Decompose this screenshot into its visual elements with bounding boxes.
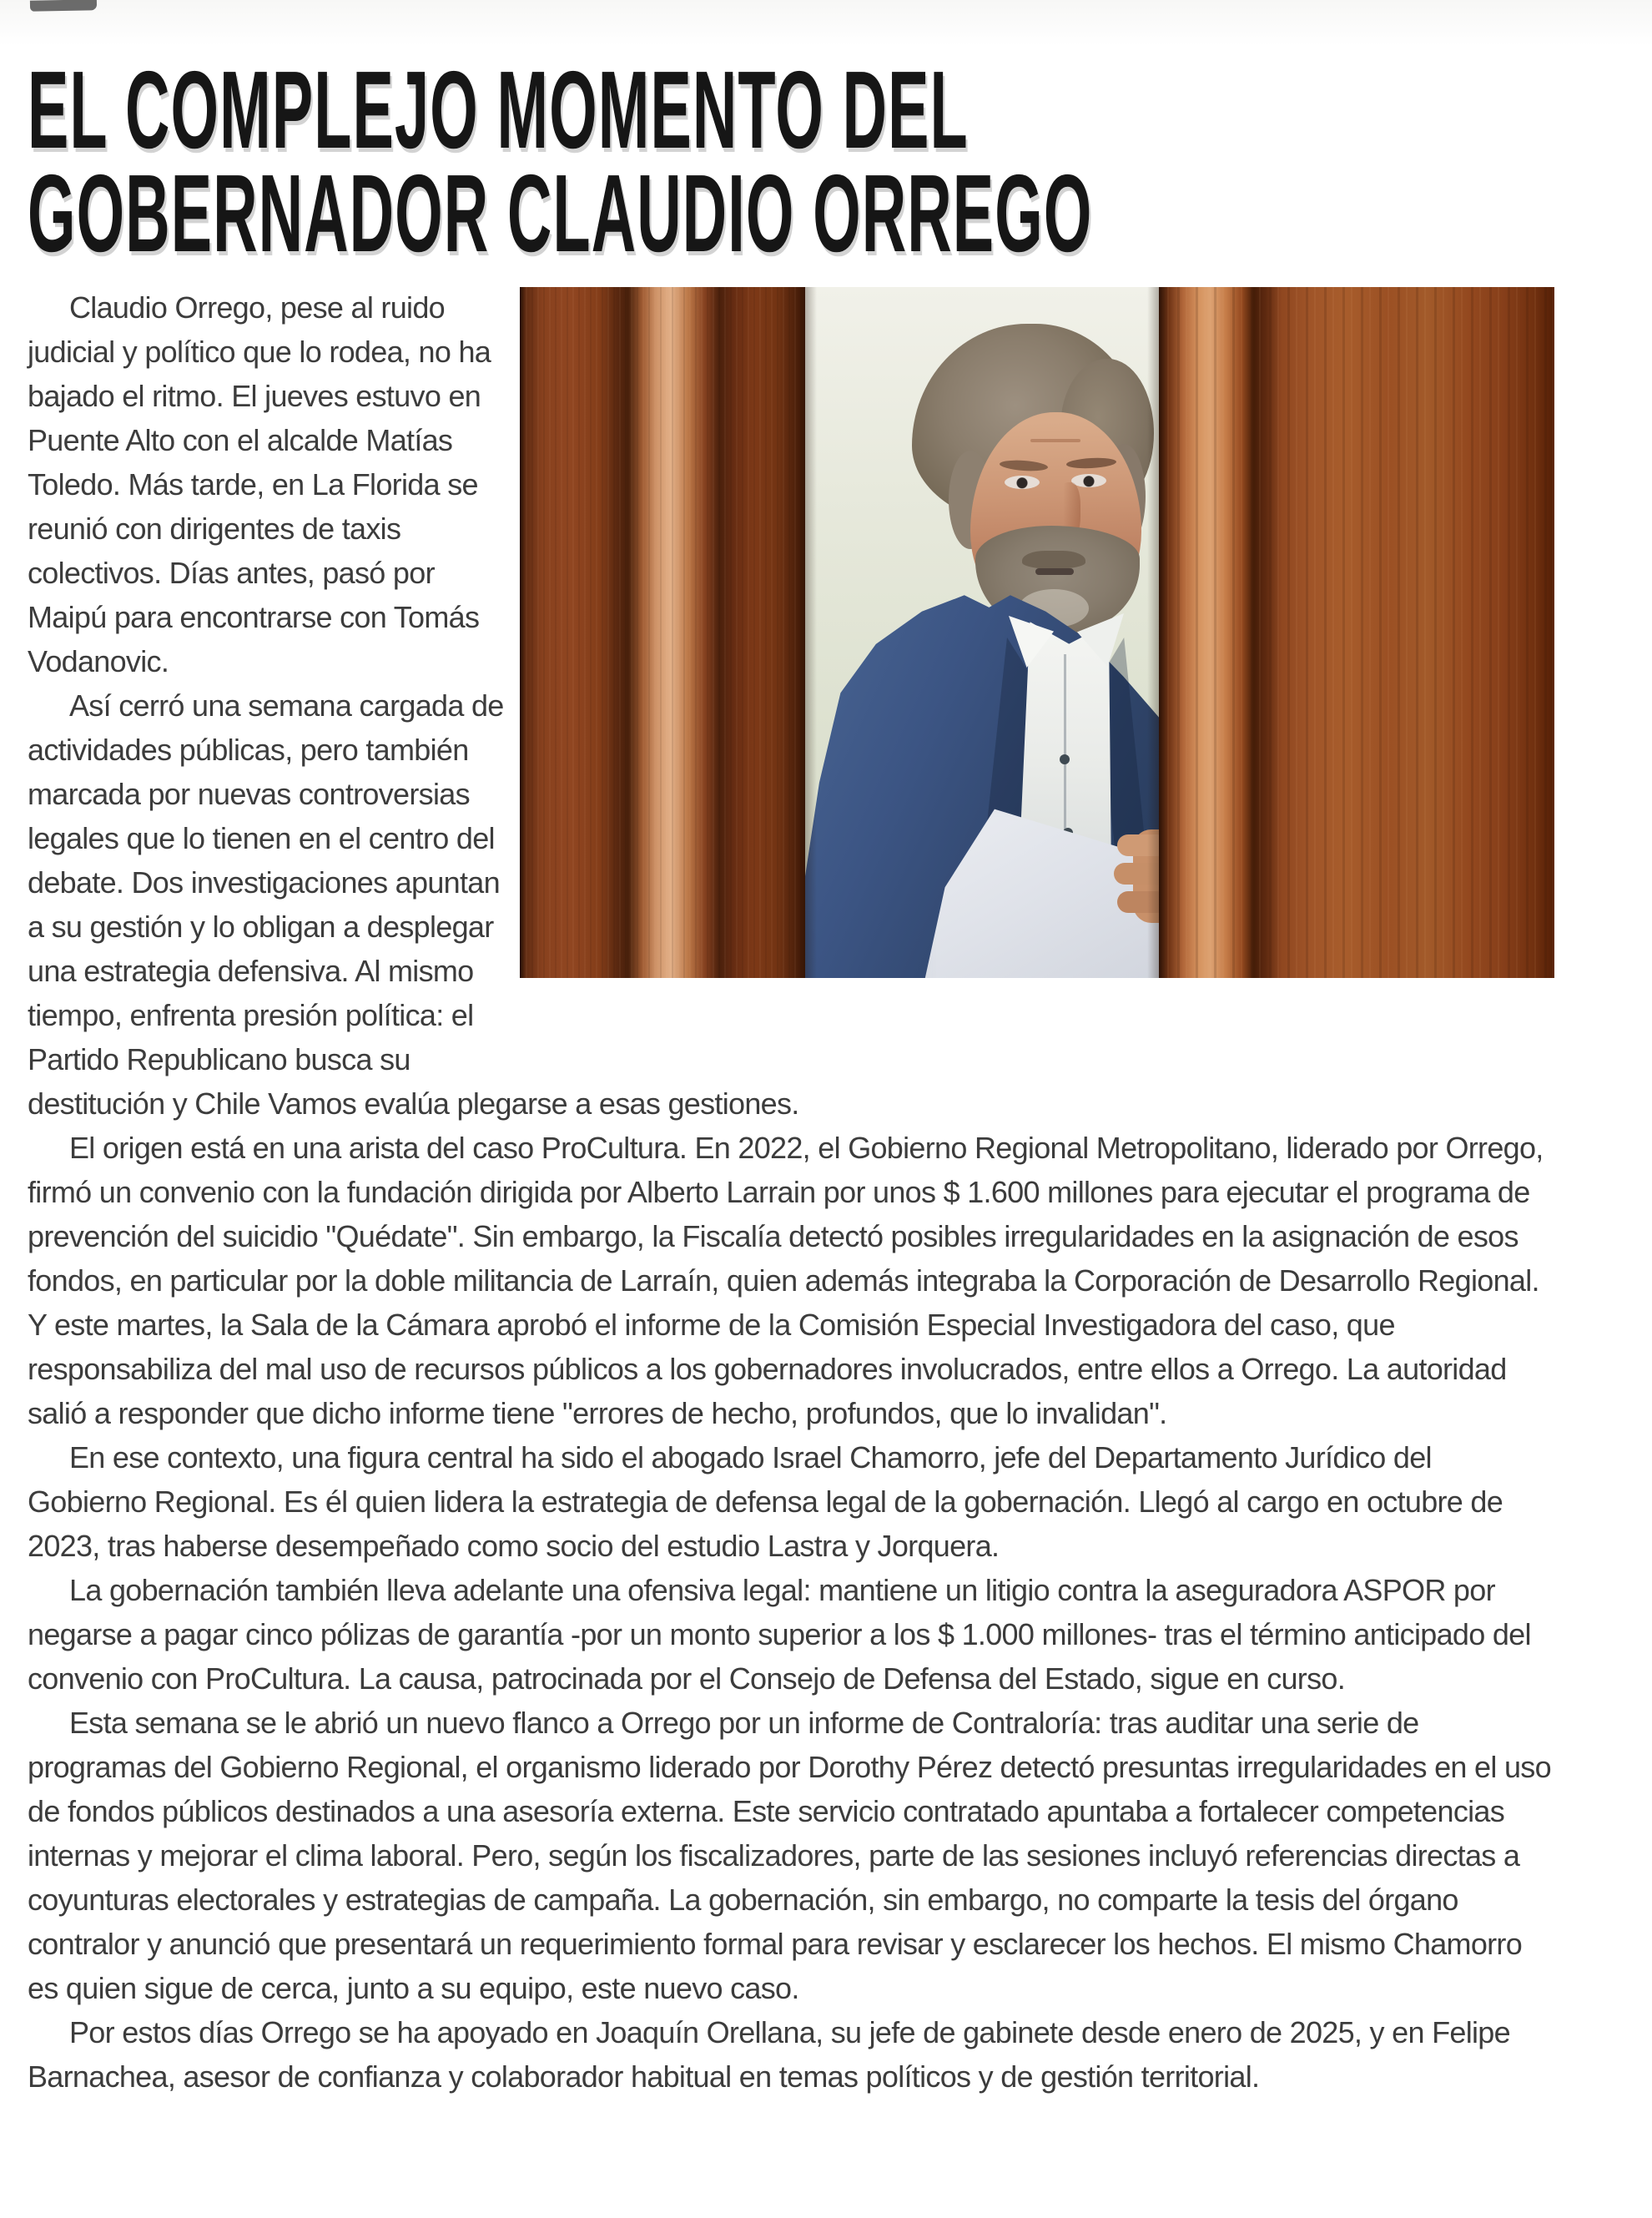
wooden-door-left xyxy=(520,287,805,978)
paragraph-2: Así cerró una semana cargada de actividades públicas, pero también marcada por nuevas controversias legales que lo tienen en el centro del debate. Dos investigaciones apuntan a su gestión y lo obligan a desplegar una estrategia defensiva. Al mismo tiempo, enfrenta presión política: el Partido Republicano busca su destitución y Chile Vamos evalúa plegarse a esas gestiones. xyxy=(28,688,799,1121)
man-eye-left xyxy=(1005,476,1040,489)
article-headline xyxy=(28,48,1652,275)
article-body xyxy=(28,285,1554,2099)
wooden-door-right xyxy=(1159,287,1554,978)
paragraph-6: Esta semana se le abrió un nuevo flanco a Orrego por un informe de Contraloría: tras auditar una serie de programas del Gobierno Regional, el organismo liderado por Dorothy Pérez detectó presuntas irregularidades en el uso de fondos públicos destinados a una asesoría externa. Este servicio contratado apuntaba a fortalecer competencias internas y mejorar el clima laboral. Pero, según los fiscalizadores, parte de las sesiones incluyó referencias directas a coyunturas electorales y estrategias de campaña. La gobernación, sin embargo, no comparte la tesis del órgano contralor y anunció que presentará un requerimiento formal para revisar y esclarecer los hechos. El mismo Chamorro es quien sigue de cerca, junto a su equipo, este nuevo caso. xyxy=(28,1706,1551,2005)
man-brow-furrow xyxy=(1030,439,1080,442)
shirt-button-top xyxy=(1060,754,1070,764)
paragraph-7: Por estos días Orrego se ha apoyado en Joaquín Orellana, su jefe de gabinete desde enero de 2025, y en Felipe Barnachea, asesor de confianza y colaborador habitual en temas políticos y de gestión territorial. xyxy=(28,2015,1510,2094)
man-mouth xyxy=(1035,568,1074,575)
door-gap-shadow-left xyxy=(805,287,817,978)
paragraph-5: La gobernación también lleva adelante una ofensiva legal: mantiene un litigio contra la aseguradora ASPOR por negarse a pagar cinco pólizas de garantía -por un monto superior a los $ 1.000 millones- tras el término anticipado del convenio con ProCultura. La causa, patrocinada por el Consejo de Defensa del Estado, sigue en curso. xyxy=(28,1573,1531,1696)
door-gap-shadow-right xyxy=(1147,287,1159,978)
man-mustache xyxy=(1022,551,1085,569)
headline-line-2: GOBERNADOR CLAUDIO ORREGO xyxy=(28,152,1093,275)
orrego-doorway-photo xyxy=(520,287,1554,978)
paragraph-1: Claudio Orrego, pese al ruido judicial y político que lo rodea, no ha bajado el ritmo. El jueves estuvo en Puente Alto con el alcalde Matías Toledo. Más tarde, en La Florida se reunió con dirigentes de taxis colectivos. Días antes, pasó por Maipú para encontrarse con Tomás Vodanovic. xyxy=(28,290,491,678)
paragraph-3: El origen está en una arista del caso ProCultura. En 2022, el Gobierno Regional Metropolitano, liderado por Orrego, firmó un convenio con la fundación dirigida por Alberto Larrain por unos $ 1.600 millones para ejecutar el programa de prevención del suicidio "Quédate". Sin embargo, la Fiscalía detectó posibles irregularidades en la asignación de esos fondos, en particular por la doble militancia de Larraín, quien además integraba la Corporación de Desarrollo Regional. Y este martes, la Sala de la Cámara aprobó el informe de la Comisión Especial Investigadora del caso, que responsabiliza del mal uso de recursos públicos a los gobernadores involucrados, entre ellos a Orrego. La autoridad salió a responder que dicho informe tiene "errores de hecho, profundos, que lo invalidan". xyxy=(28,1131,1544,1430)
paragraph-4: En ese contexto, una figura central ha sido el abogado Israel Chamorro, jefe del Departamento Jurídico del Gobierno Regional. Es él quien lidera la estrategia de defensa legal de la gobernación. Llegó al cargo en octubre de 2023, tras haberse desempeñado como socio del estudio Lastra y Jorquera. xyxy=(28,1440,1503,1563)
headline-line-1: EL COMPLEJO MOMENTO DEL xyxy=(28,48,969,171)
scan-artifact-mark xyxy=(30,0,97,12)
